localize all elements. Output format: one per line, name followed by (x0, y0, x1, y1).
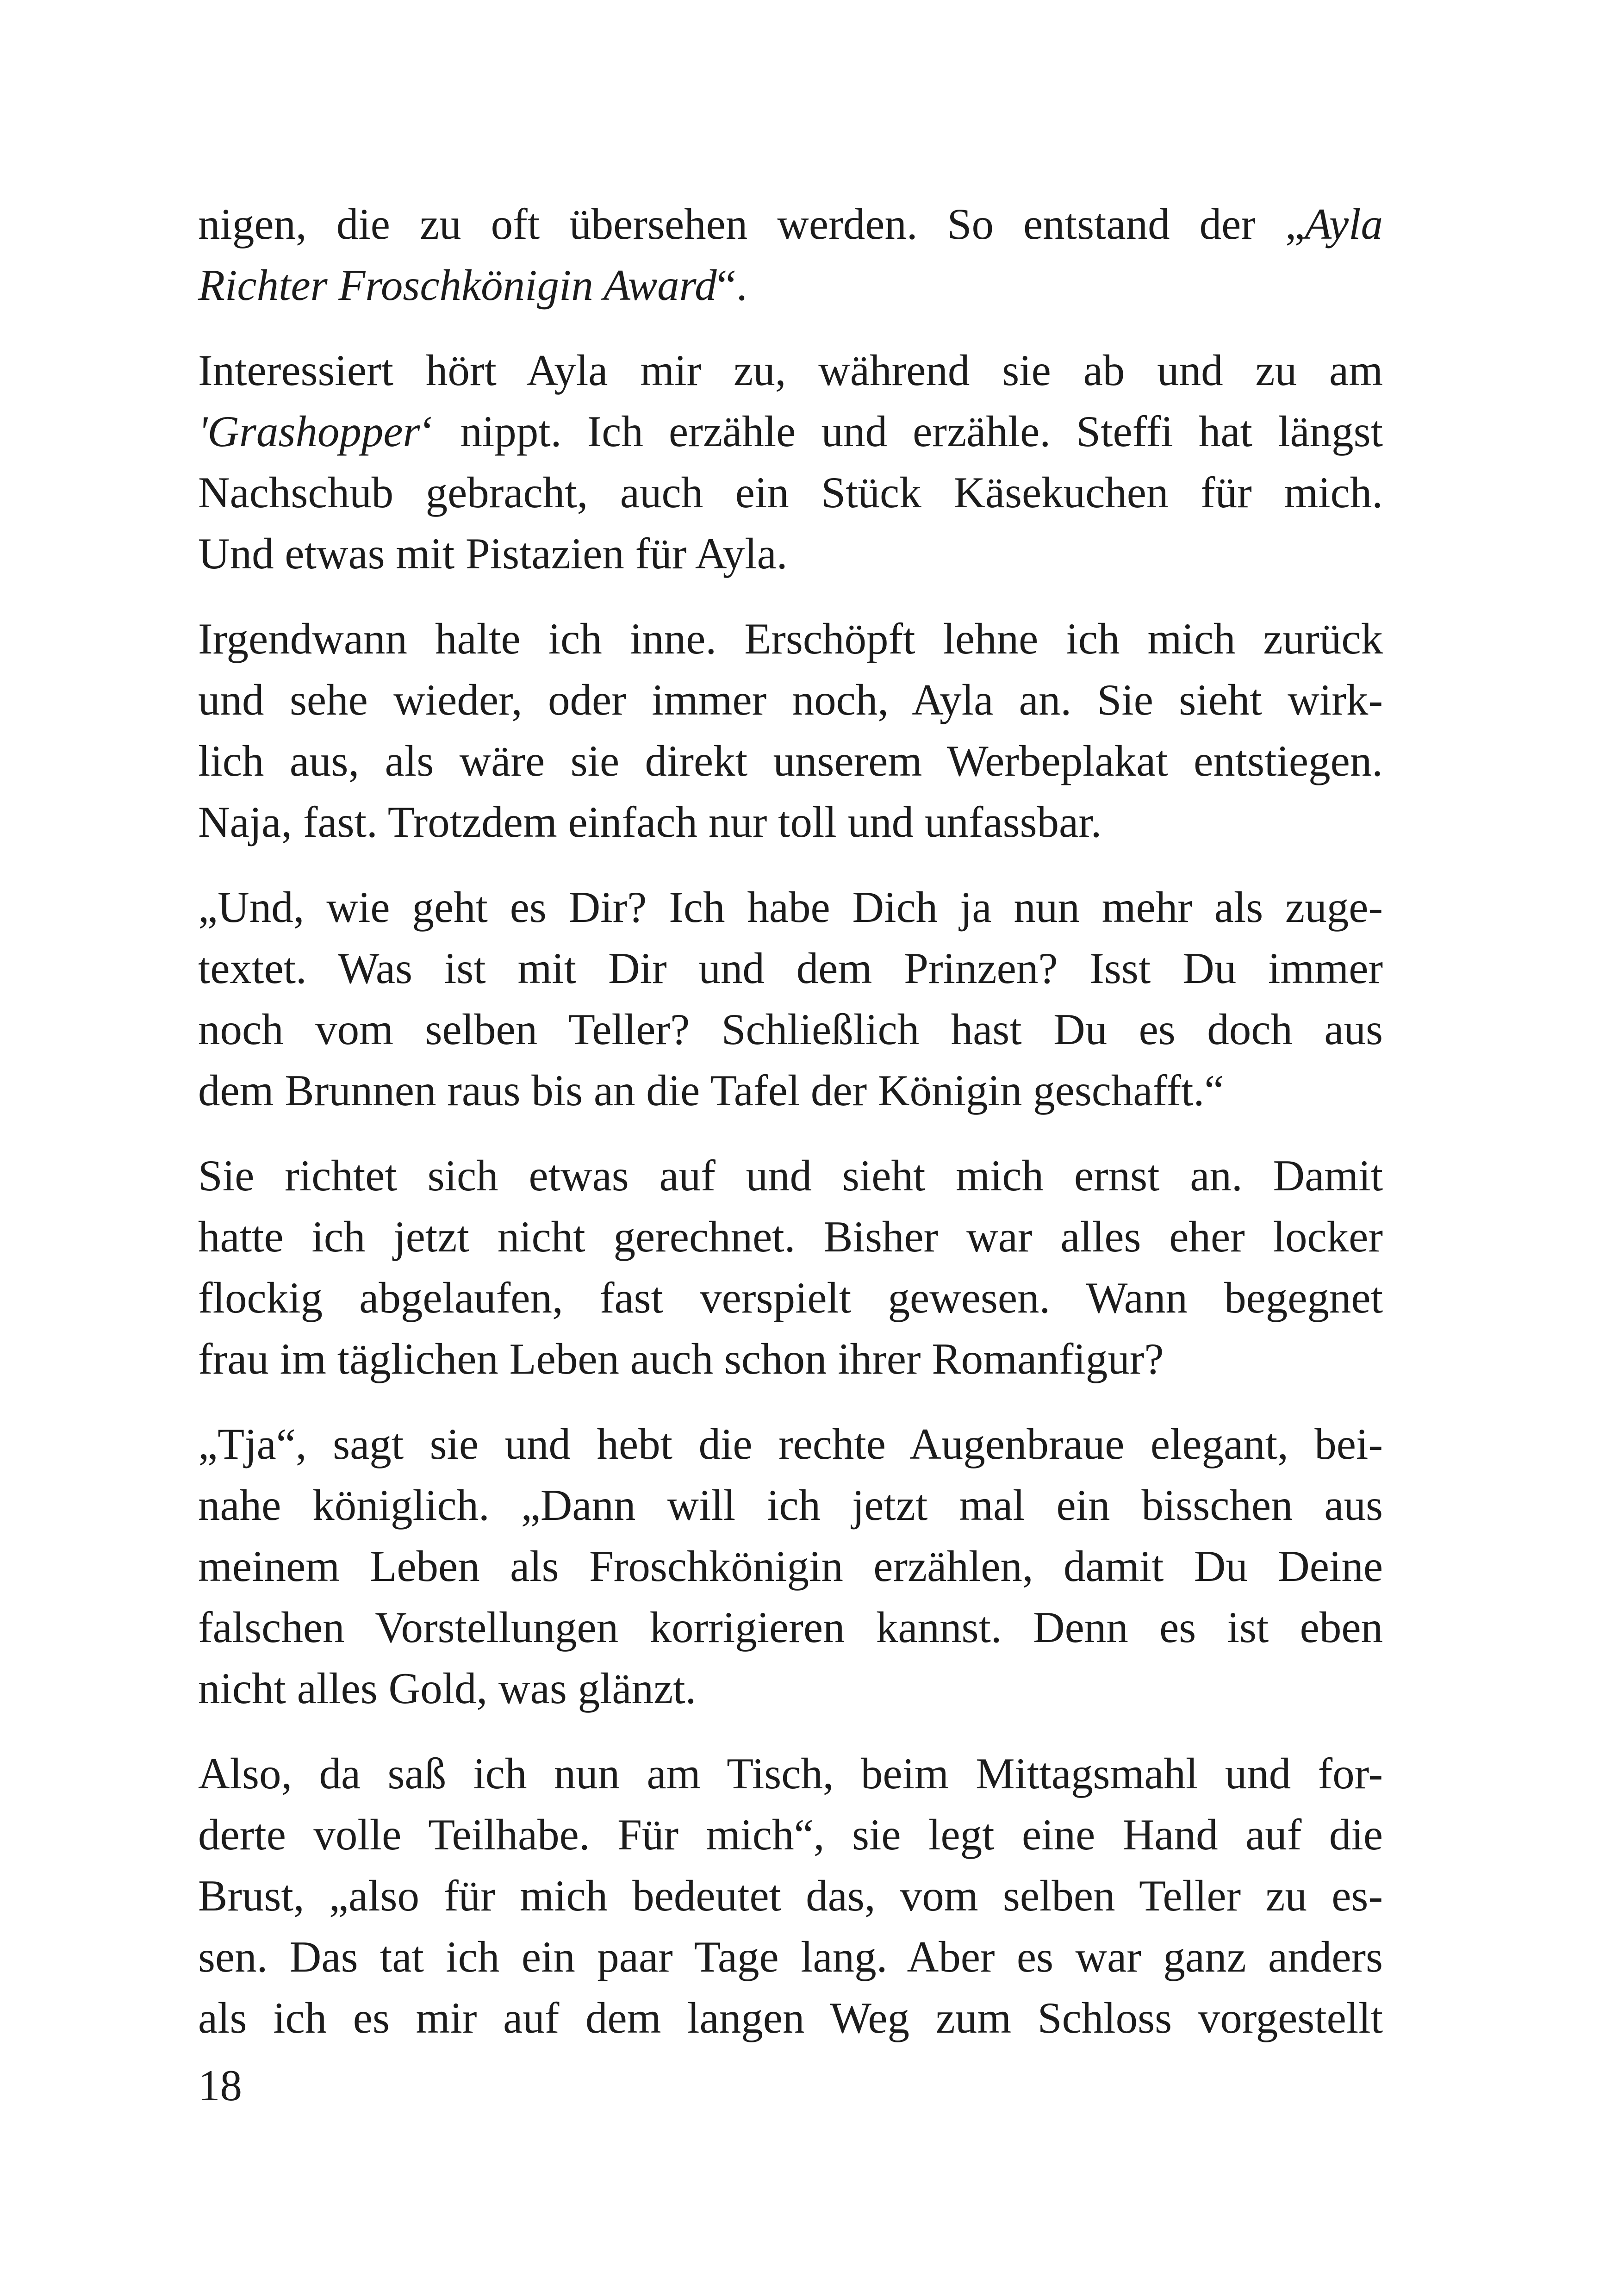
paragraph (198, 193, 1383, 316)
paragraph (198, 608, 1383, 852)
text-segment: „Und, wie geht es Dir? Ich habe Dich ja nun mehr als zuge- (198, 883, 1383, 932)
text-segment: noch vom selben Teller? Schließlich hast Du es doch aus (198, 1005, 1383, 1054)
text-segment: „Tja“, sagt sie und hebt die rechte Augenbraue elegant, bei- (198, 1419, 1383, 1468)
body-text (198, 193, 1383, 2072)
paragraph (198, 1743, 1383, 2048)
text-line (198, 193, 1383, 255)
text-segment: nicht alles Gold, was glänzt. (198, 1664, 697, 1713)
text-segment: Brust, „also für mich bedeutet das, vom selben Teller zu es- (198, 1871, 1383, 1920)
page-number: 18 (198, 2061, 242, 2110)
text-line (198, 462, 1383, 523)
text-line (198, 938, 1383, 999)
text-line (198, 340, 1383, 401)
text-line (198, 1926, 1383, 1987)
italic-text-segment: Ayla (1305, 199, 1383, 249)
italic-text-segment: 'Grashopper (198, 407, 420, 456)
text-segment: falschen Vorstellungen korrigieren kannst. Denn es ist eben (198, 1603, 1383, 1652)
text-segment: derte volle Teilhabe. Für mich“, sie legt eine Hand auf die (198, 1810, 1383, 1859)
paragraph (198, 877, 1383, 1121)
text-line (198, 1743, 1383, 1804)
text-line (198, 1987, 1383, 2048)
text-line (198, 1206, 1383, 1267)
text-line (198, 1145, 1383, 1206)
text-line (198, 1413, 1383, 1475)
text-line (198, 608, 1383, 669)
text-segment: Nachschub gebracht, auch ein Stück Käsekuchen für mich. (198, 468, 1383, 517)
text-line (198, 1328, 1383, 1389)
text-segment: Irgendwann halte ich inne. Erschöpft lehne ich mich zurück (198, 614, 1383, 663)
text-segment: sen. Das tat ich ein paar Tage lang. Aber es war ganz anders (198, 1932, 1383, 1981)
text-line (198, 669, 1383, 730)
text-segment: Und etwas mit Pistazien für Ayla. (198, 529, 788, 578)
text-segment: “. (716, 261, 747, 310)
text-segment: textet. Was ist mit Dir und dem Prinzen? Isst Du immer (198, 944, 1383, 993)
text-line (198, 1267, 1383, 1328)
text-segment: als ich es mir auf dem langen Weg zum Schloss vorgestellt (198, 1993, 1383, 2042)
text-line (198, 1060, 1383, 1121)
text-segment: flockig abgelaufen, fast verspielt gewesen. Wann begegnet (198, 1273, 1383, 1322)
text-line (198, 1865, 1383, 1926)
text-line (198, 791, 1383, 852)
paragraph (198, 1413, 1383, 1719)
text-segment: nahe königlich. „Dann will ich jetzt mal ein bisschen aus (198, 1481, 1383, 1530)
text-segment: meinem Leben als Froschkönigin erzählen, damit Du Deine (198, 1542, 1383, 1591)
text-line (198, 1536, 1383, 1597)
text-segment: Naja, fast. Trotzdem einfach nur toll und unfassbar. (198, 797, 1102, 846)
text-line (198, 1475, 1383, 1536)
text-segment: dem Brunnen raus bis an die Tafel der Königin geschafft.“ (198, 1066, 1224, 1115)
italic-text-segment: Richter Froschkönigin Award (198, 261, 717, 310)
text-line (198, 255, 1383, 316)
text-segment: Interessiert hört Ayla mir zu, während sie ab und zu am (198, 346, 1383, 395)
text-segment: lich aus, als wäre sie direkt unserem Werbeplakat entstiegen. (198, 736, 1383, 785)
text-line (198, 877, 1383, 938)
text-segment: und sehe wieder, oder immer noch, Ayla an. Sie sieht wirk- (198, 675, 1383, 724)
text-segment: frau im täglichen Leben auch schon ihrer Romanfigur? (198, 1334, 1164, 1383)
text-segment: Also, da saß ich nun am Tisch, beim Mittagsmahl und for- (198, 1749, 1383, 1798)
text-line (198, 1804, 1383, 1865)
text-line (198, 401, 1383, 462)
text-segment: hatte ich jetzt nicht gerechnet. Bisher war alles eher locker (198, 1212, 1383, 1261)
text-segment: ‘ nippt. Ich erzähle und erzähle. Steffi hat längst (420, 407, 1383, 456)
text-segment: nigen, die zu oft übersehen werden. So entstand der „ (198, 199, 1305, 249)
text-line (198, 1597, 1383, 1658)
paragraph (198, 1145, 1383, 1389)
text-line (198, 1658, 1383, 1719)
paragraph (198, 340, 1383, 584)
text-line (198, 523, 1383, 584)
text-line (198, 730, 1383, 791)
text-line (198, 999, 1383, 1060)
text-segment: Sie richtet sich etwas auf und sieht mich ernst an. Damit (198, 1151, 1383, 1200)
